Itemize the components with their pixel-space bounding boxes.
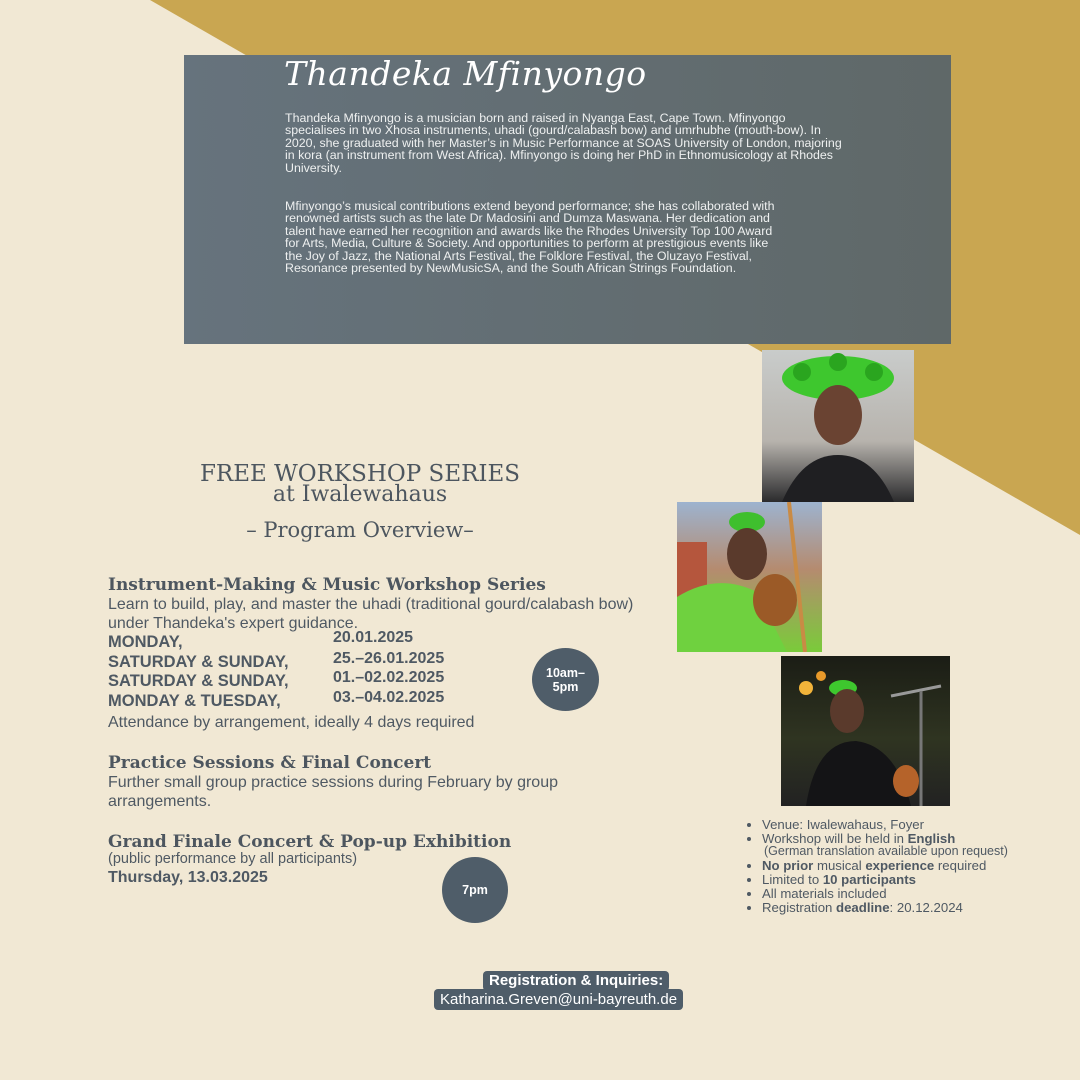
info-limit: • Limited to 10 participants [762, 873, 1052, 886]
schedule-date-1: 20.01.2025 [333, 629, 414, 646]
workshop-time-badge: 10am– 5pm [532, 648, 599, 711]
artist-photo-headdress [762, 350, 914, 502]
schedule-days-2: SATURDAY & SUNDAY, [108, 653, 289, 671]
info-deadline: • Registration deadline: 20.12.2024 [762, 901, 1052, 914]
info-materials: • All materials included [762, 887, 1052, 900]
schedule-date-2: 25.–26.01.2025 [333, 650, 445, 667]
finale-title: Grand Finale Concert & Pop-up Exhibition [108, 832, 512, 852]
finale-date: Thursday, 13.03.2025 [108, 869, 268, 886]
artist-name: Thandeka Mfinyongo [284, 54, 647, 93]
bio-paragraph-1: Thandeka Mfinyongo is a musician born and raised in Nyanga East, Cape Town. Mfinyongo specialises in two Xhosa instruments, uhadi (gourd/calabash bow) and umrhubhe (mouth-bow). In 2020, she graduated with her Master’s in Music Performance at SOAS University of London, majoring in kora (an instrument from West Africa). Mfinyongo is doing her PhD in Ethnomusicology at Rhodes University. [285, 111, 842, 175]
artist-photo-performing [781, 656, 950, 806]
workshop-title: Instrument-Making & Music Workshop Series [108, 575, 546, 595]
finale-note: (public performance by all participants) [108, 851, 358, 867]
program-overview-heading: – Program Overview– [246, 518, 474, 542]
registration-label: Registration & Inquiries: [483, 971, 669, 991]
schedule-date-3: 01.–02.02.2025 [333, 669, 445, 686]
schedule-days-1: MONDAY, [108, 633, 183, 651]
finale-time-badge: 7pm [442, 857, 508, 923]
schedule-date-4: 03.–04.02.2025 [333, 689, 445, 706]
info-experience: • No prior musical experience required [762, 859, 1052, 872]
attendance-note: Attendance by arrangement, ideally 4 days required [108, 714, 475, 731]
practice-title: Practice Sessions & Final Concert [108, 753, 432, 773]
schedule-days-4: MONDAY & TUESDAY, [108, 692, 281, 710]
registration-email-link[interactable]: Katharina.Greven@uni-bayreuth.de [434, 989, 683, 1010]
practice-description: Further small group practice sessions during February by group arrangements. [108, 774, 558, 810]
info-language: • Workshop will be held in English (German translation available upon request) [762, 832, 1052, 858]
series-title: FREE WORKSHOP SERIES [199, 461, 521, 487]
series-subtitle: at Iwalewahaus [272, 482, 448, 507]
workshop-description: Learn to build, play, and master the uhadi (traditional gourd/calabash bow) under Thandeka's expert guidance. [108, 596, 634, 632]
bio-paragraph-2: Mfinyongo’s musical contributions extend beyond performance; she has collaborated with renowned artists such as the late Dr Madosini and Dumza Maswana. Her dedication and talent have earned her recognition and awards like the Rhodes University Top 100 Award for Arts, Media, Culture & Society. And opportunities to perform at prestigious events like the Joy of Jazz, the National Arts Festival, the Folklore Festival, the Oluzayo Festival, Resonance presented by NewMusicSA, and the South African Strings Foundation. [285, 199, 775, 276]
info-venue: • Venue: Iwalewahaus, Foyer [762, 818, 1052, 831]
schedule-days-3: SATURDAY & SUNDAY, [108, 672, 289, 690]
artist-photo-calabash [677, 502, 822, 652]
info-list [742, 818, 1052, 915]
